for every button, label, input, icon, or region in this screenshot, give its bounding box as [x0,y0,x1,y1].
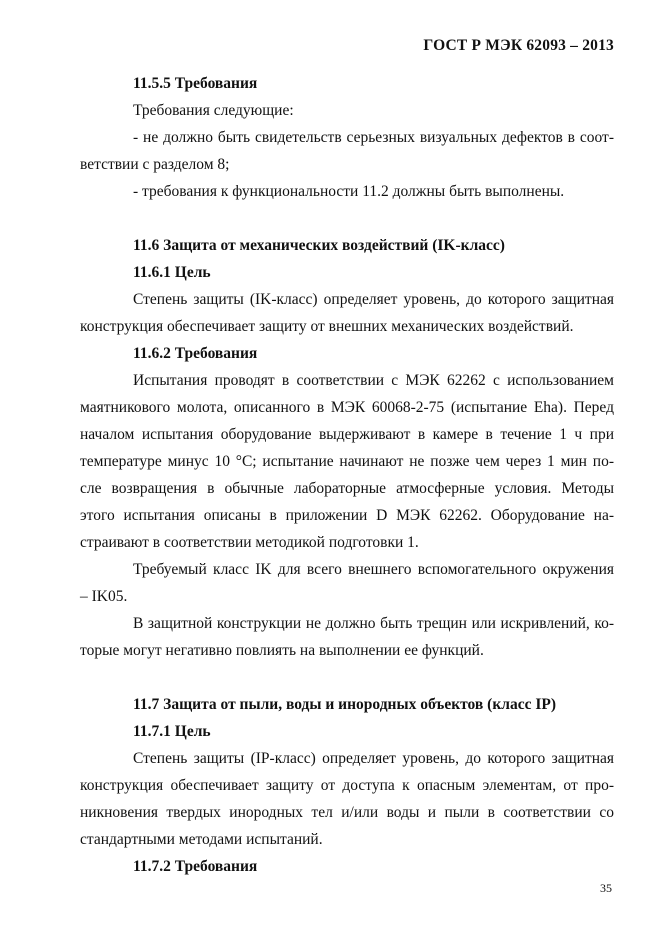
text-line: сле возвращения в обычные лабораторные атмосферные условия. Методы [80,480,614,497]
text-line: маятникового молота, описанного в МЭК 60068-2-75 (испытание Eha). Перед [80,399,614,416]
text-line: этого испытания описаны в приложении D МЭК 62262. Оборудование на- [80,507,614,524]
text-line: температуре минус 10 °С; испытание начинают не позже чем через 1 мин по- [80,453,614,470]
paragraph-requirement-2: - требования к функциональности 11.2 должны быть выполнены. [133,183,565,200]
text-line: конструкция обеспечивает защиту от доступа к опасным элементам, от про- [80,777,614,794]
text-line: страивают в соответствии методикой подготовки 1. [80,534,419,551]
paragraph-ik-test-method [80,367,614,556]
text-line: началом испытания оборудование выдерживают в камере в течение 1 ч при [80,426,614,443]
paragraph-ik-goal [80,286,614,340]
paragraph-requirement-1 [80,124,614,178]
text-line: Степень защиты (IP-класс) определяет уровень, до которого защитная [133,750,614,767]
paragraph-ik-cracks [80,610,614,664]
text-line: стандартными методами испытаний. [80,831,323,848]
text-line: Требуемый класс IK для всего внешнего вспомогательного окружения [133,561,614,578]
section-heading-11-6-2: 11.6.2 Требования [133,345,258,362]
section-heading-11-7-1: 11.7.1 Цель [133,723,211,740]
text-line: ветствии с разделом 8; [80,156,230,173]
section-heading-11-6: 11.6 Защита от механических воздействий (IK-класс) [133,237,505,254]
section-heading-11-6-1: 11.6.1 Цель [133,264,211,281]
text-line: никновения твердых инородных тел и/или воды и пыли в соответствии со [80,804,614,821]
text-line: конструкция обеспечивает защиту от внешних механических воздействий. [80,318,574,335]
section-heading-11-7: 11.7 Защита от пыли, воды и инородных объектов (класс IP) [133,696,557,713]
text-line: – IK05. [80,588,128,605]
section-heading-11-7-2: 11.7.2 Требования [133,858,258,875]
page-body [80,70,614,880]
paragraph-ik-class [80,556,614,610]
paragraph-requirements-intro: Требования следующие: [133,102,294,119]
document-header-id: ГОСТ Р МЭК 62093 – 2013 [423,37,614,54]
text-line: В защитной конструкции не должно быть трещин или искривлений, ко- [133,615,614,632]
text-line: Степень защиты (IK-класс) определяет уровень, до которого защитная [133,291,614,308]
paragraph-ip-goal [80,745,614,853]
text-line: - не должно быть свидетельств серьезных визуальных дефектов в соот- [133,129,614,146]
text-line: Испытания проводят в соответствии с МЭК 62262 с использованием [133,372,614,389]
text-line: торые могут негативно повлиять на выполнении ее функций. [80,642,484,659]
page-number: 35 [600,881,612,895]
section-heading-11-5-5: 11.5.5 Требования [133,75,258,92]
